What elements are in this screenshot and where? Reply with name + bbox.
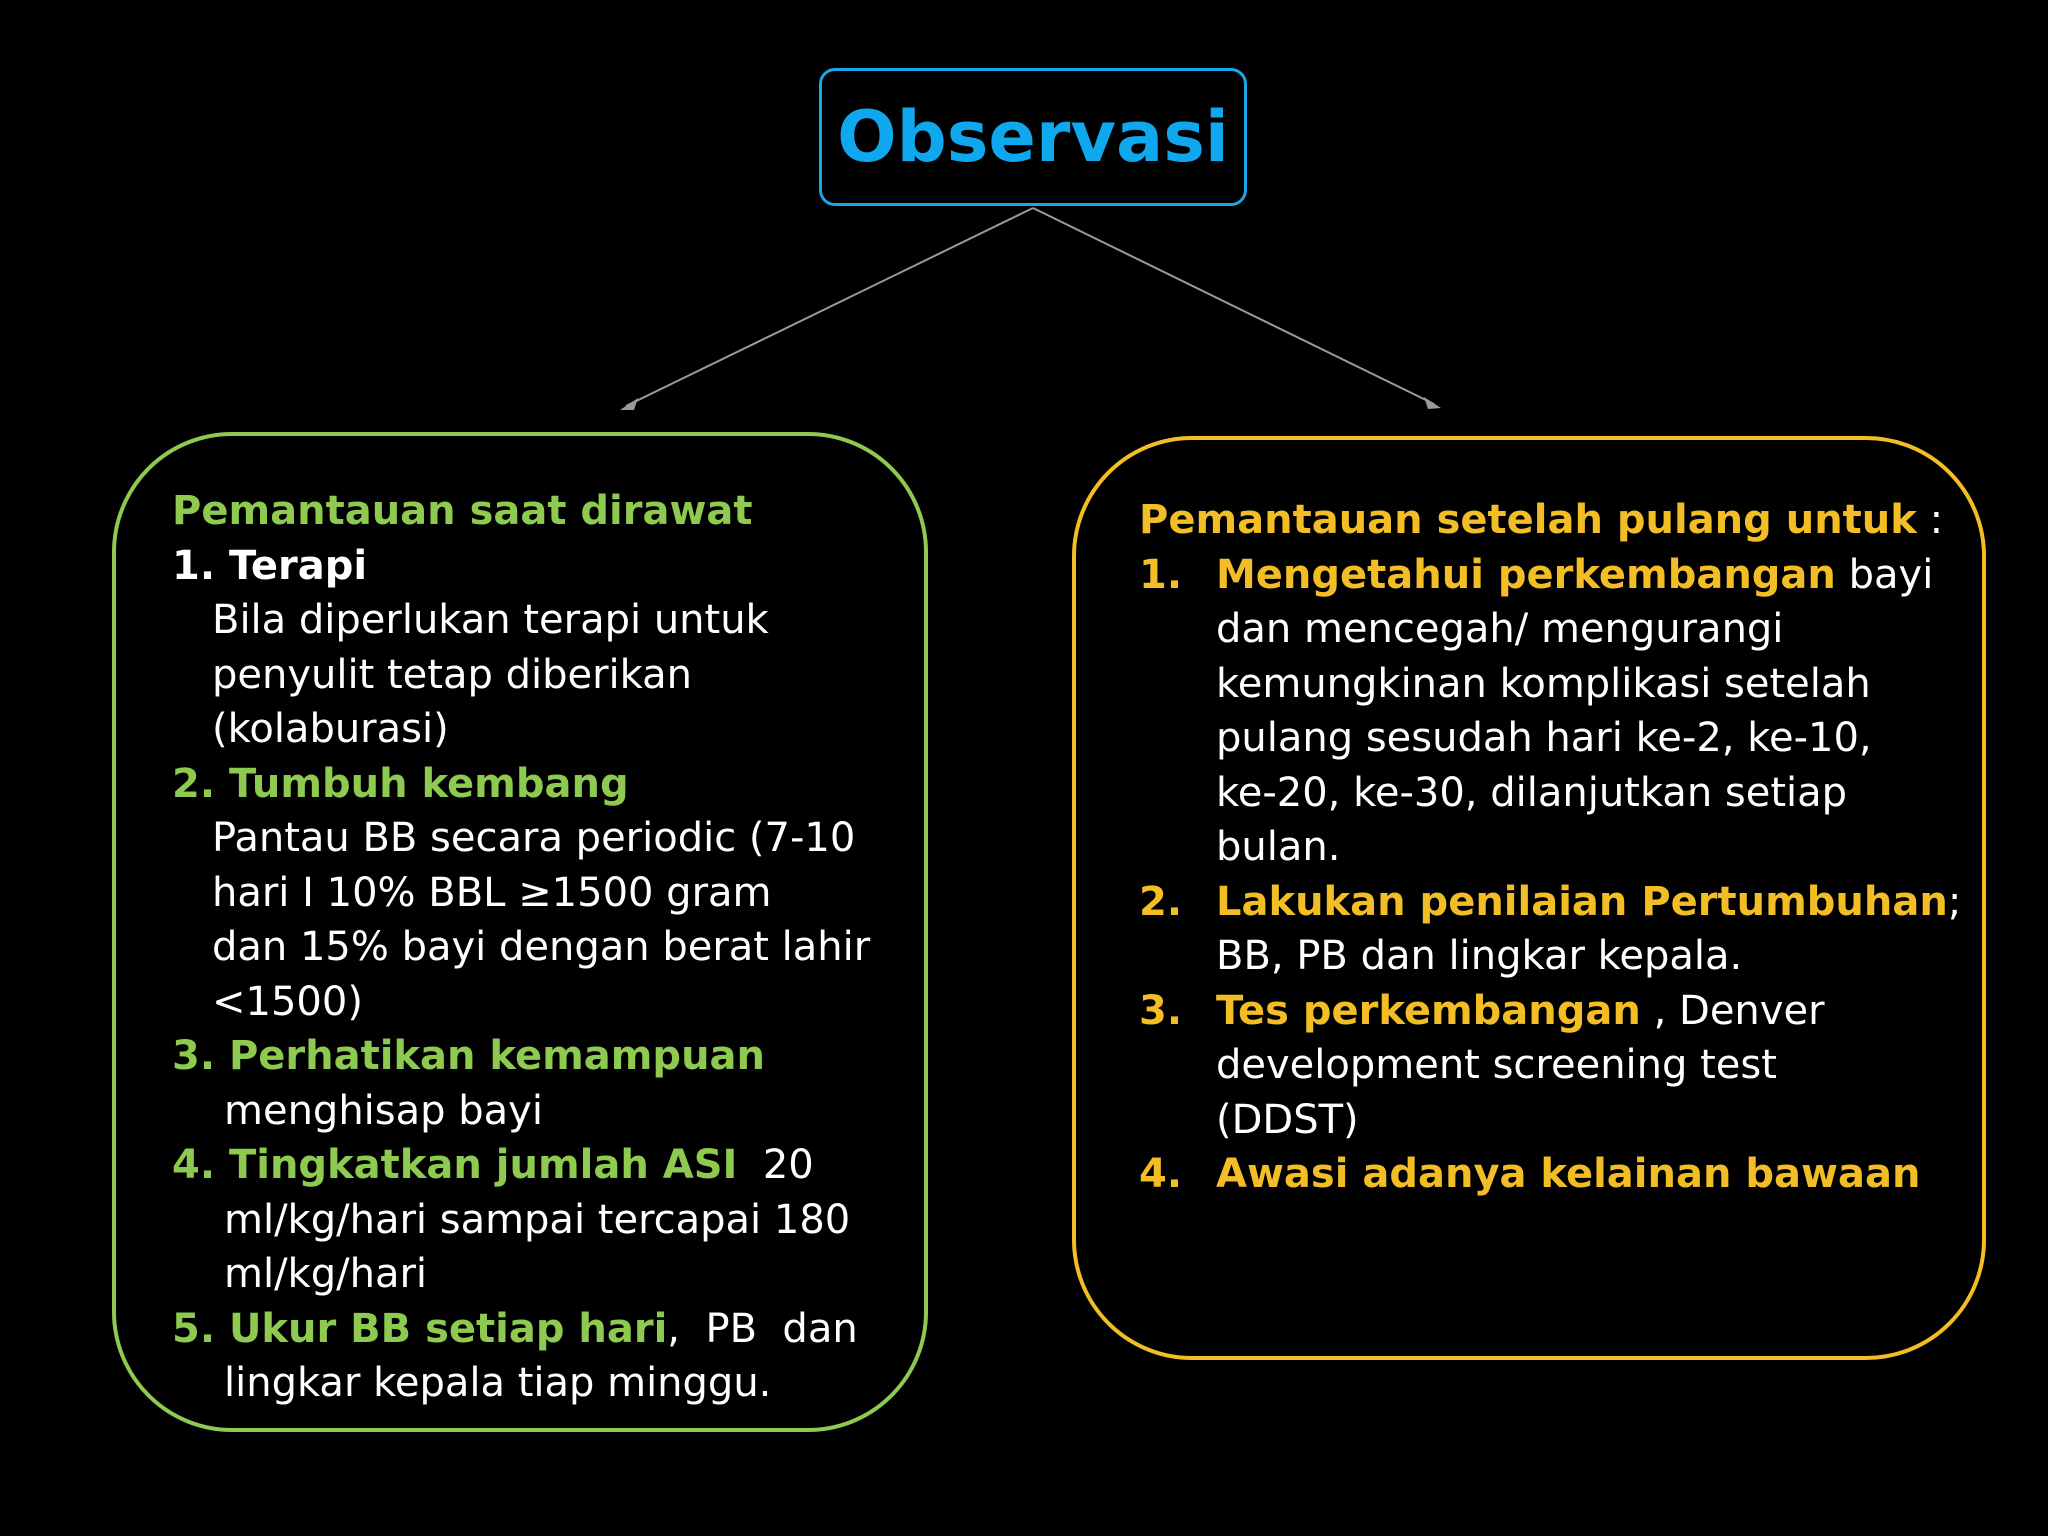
right-item-line: dan mencegah/ mengurangi [1216,606,1784,652]
right-item-line: BB, PB dan lingkar kepala. [1216,933,1743,979]
right-item-bold: Awasi adanya kelainan bawaan [1216,1151,1921,1197]
right-item-line: kemungkinan komplikasi setelah [1216,660,1871,707]
left-item5-line: lingkar kepala tiap minggu. [224,1360,772,1406]
right-item-rest: , Denver [1640,987,1825,1034]
left-heading: Pemantauan saat dirawat [172,488,753,534]
right-heading-colon: : [1916,497,1944,543]
right-item [1139,1147,1969,1202]
right-item [1139,984,1969,1148]
right-heading-row [1139,493,1969,548]
right-item-line: development screening test [1216,1042,1777,1088]
right-content [1139,493,1969,1202]
left-item1-line: penyulit tetap diberikan [212,651,692,698]
left-item5-title: 5. Ukur BB setiap hari [172,1305,668,1352]
right-item-number: 2. [1139,878,1183,925]
left-content [172,484,912,1411]
right-item-number: 3. [1139,987,1183,1034]
arrowhead-left [620,398,638,410]
left-item1-line: Bila diperlukan terapi untuk [212,597,769,643]
right-item-line: bulan. [1216,824,1341,870]
right-item-rest: ; [1947,878,1962,925]
left-item2-title: 2. Tumbuh kembang [172,760,629,807]
left-item2-line: Pantau BB secara periodic (7-10 [212,815,856,861]
right-item-line: (DDST) [1216,1096,1359,1143]
right-heading: Pemantauan setelah pulang untuk [1139,497,1917,543]
left-item2-line: dan 15% bayi dengan berat lahir [212,924,871,970]
left-item3-line: menghisap bayi [224,1087,543,1134]
left-item4-title: 4. Tingkatkan jumlah ASI [172,1142,738,1188]
diagram-title: Observasi [837,96,1229,178]
left-item2-line: <1500) [212,978,363,1025]
right-item-bold: Tes perkembangan [1216,987,1641,1034]
arrow-left [626,208,1033,406]
right-item-line: pulang sesudah hari ke-2, ke-10, [1216,715,1872,761]
right-item [1139,548,1969,875]
left-item4-line: ml/kg/hari [224,1251,428,1297]
left-item3-title: 3. Perhatikan kemampuan [172,1033,766,1079]
arrowhead-right [1424,397,1441,409]
right-item-bold: Lakukan penilaian Pertumbuhan [1216,878,1948,925]
left-item5-first-line [172,1302,912,1357]
left-item4-line: ml/kg/hari sampai tercapai 180 [224,1196,851,1243]
right-item-bold: Mengetahui perkembangan [1216,551,1836,598]
left-item4-rest: 20 [737,1142,814,1188]
left-item1-line: (kolaburasi) [212,706,449,752]
left-item4-first-line [172,1138,912,1193]
left-item1-title: 1. Terapi [172,542,368,589]
right-item-rest: bayi [1835,551,1934,598]
left-item2-line: hari I 10% BBL ≥1500 gram [212,869,772,916]
right-item-line: ke-20, ke-30, dilanjutkan setiap [1216,769,1848,816]
right-item-number: 1. [1139,551,1183,598]
left-item5-rest: , PB dan [667,1305,858,1352]
right-item-number: 4. [1139,1151,1183,1197]
arrow-right [1033,208,1434,404]
right-item [1139,875,1969,984]
